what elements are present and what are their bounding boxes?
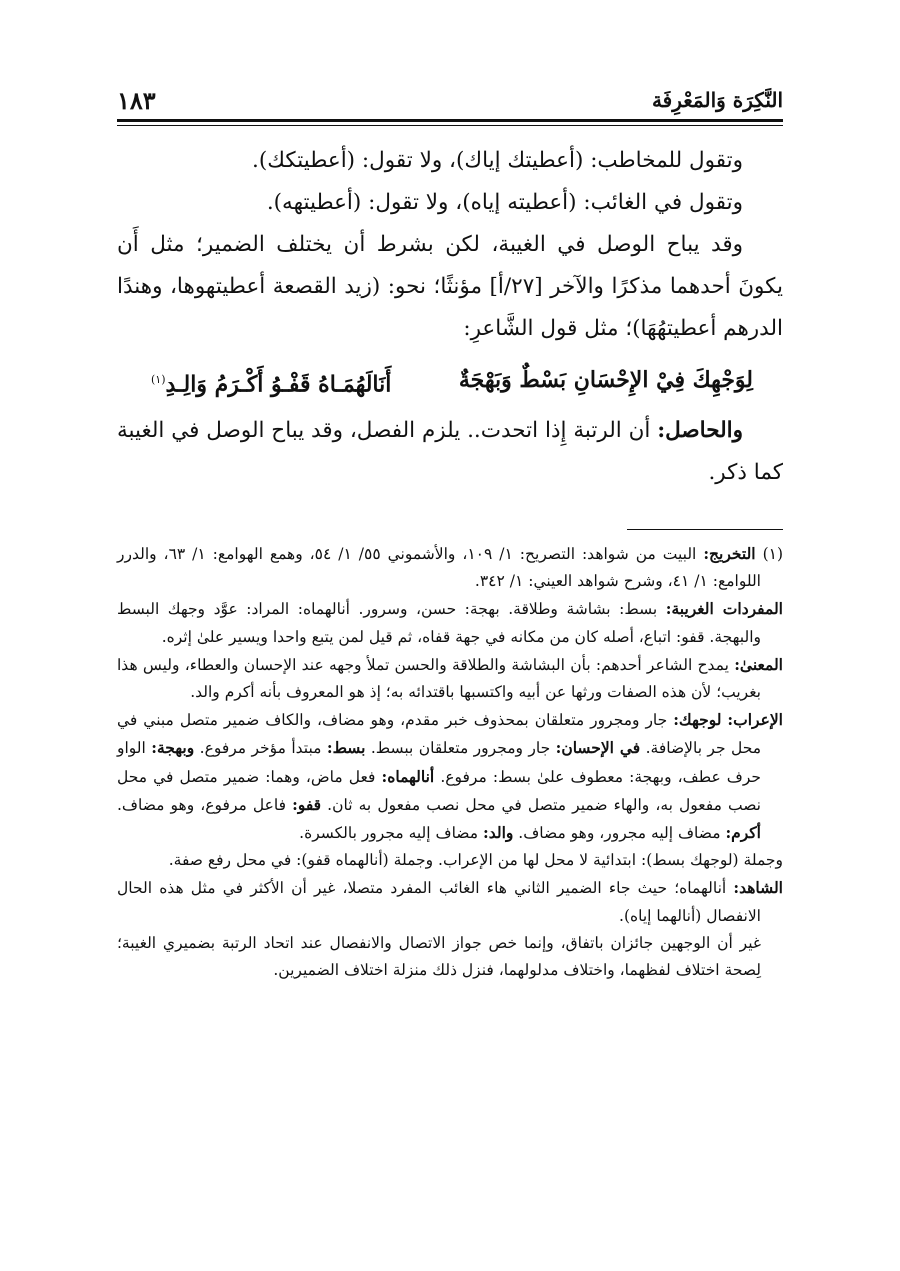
footnotes xyxy=(117,540,783,984)
irab-explanation: الواو حرف عطف، وبهجة: معطوف علىٰ بسط: مرفوع. xyxy=(117,739,761,786)
shahid-label: الشاهد: xyxy=(733,878,783,898)
irab-term: لوجهك: xyxy=(673,710,722,730)
irab-term: في الإحسان: xyxy=(555,738,641,758)
paragraph-summary xyxy=(117,410,783,494)
verse-second-hemistich xyxy=(151,354,391,410)
poetry-verse xyxy=(117,354,783,410)
page-number: ١٨٣ xyxy=(117,86,156,115)
summary-text: أن الرتبة إِذا اتحدت.. يلزم الفصل، وقد يباح الوصل في الغيبة كما ذكر. xyxy=(117,418,783,486)
footnote-jumla: وجملة (لوجهك بسط): ابتدائية لا محل لها من الإعراب. وجملة (أنالهماه قفو): في محل رفع صفة. xyxy=(168,851,783,870)
paragraph-addressee: وتقول للمخاطب: (أعطيتك إياك)، ولا تقول: (أعطيتكك). xyxy=(252,148,743,173)
irab-term: وبهجة: xyxy=(151,738,195,758)
footnote-mufradat xyxy=(117,595,783,650)
irab-term: أنالهماه: xyxy=(381,766,435,786)
irab-term: أكرم: xyxy=(725,823,761,843)
irab-term: والد: xyxy=(482,823,514,843)
verse-first-hemistich: لِوَجْهِكَ فِيْ الإِحْسَانِ بَسْطٌ وَبَهْجَةٌ xyxy=(458,367,753,393)
irab-explanation: فاعل مرفوع، وهو مضاف. xyxy=(117,795,293,814)
shahid-text: أنالهماه؛ حيث جاء الضمير الثاني هاء الغائب المفرد متصلا، غير أن الأكثر في مثل هذه الحال الانفصال (أنالهما إياه). xyxy=(117,879,761,925)
main-text xyxy=(117,140,783,494)
irab-explanation: مضاف إليه مجرور بالكسرة. xyxy=(299,824,483,843)
mufradat-text: بسط: بشاشة وطلاقة. بهجة: حسن، وسرور. أنالهماه: المراد: عوَّد وجهك البسط والبهجة. قفو: اتباع، أصله كان من مكانه في جهة قفاه، ثم قيل لمن يتبع واحدا ويسير علىٰ إثره. xyxy=(117,600,761,646)
mufradat-label: المفردات الغريبة: xyxy=(665,599,783,619)
irab-explanation: مضاف إليه مجرور، وهو مضاف. xyxy=(513,824,726,843)
footnote-number: (١) xyxy=(762,545,784,563)
summary-label: والحاصل: xyxy=(657,418,743,444)
footnote-shahid xyxy=(117,874,783,929)
irab-explanation: جار ومجرور متعلقان بمحذوف خبر مقدم، وهو مضاف، والكاف ضمير متصل مبني في محل جر بالإضافة. xyxy=(117,711,762,758)
irab-term: بسط: xyxy=(326,738,366,758)
page-header xyxy=(117,84,783,120)
irab-term: قفو: xyxy=(292,794,322,814)
mana-label: المعنىٰ: xyxy=(734,654,783,674)
paragraph-absent: وتقول في الغائب: (أعطيته إياه)، ولا تقول: (أعطيتهه). xyxy=(266,190,743,215)
footnote-separator xyxy=(627,529,783,530)
footnote-marker[interactable]: (١) xyxy=(151,373,166,386)
header-rule-thin xyxy=(117,125,783,126)
header-rule-thick xyxy=(117,119,783,122)
footnote-takhrij xyxy=(117,540,783,595)
irab-explanation: جار ومجرور متعلقان ببسط. xyxy=(365,739,556,758)
mana-text: يمدح الشاعر أحدهم: بأن البشاشة والطلاقة والحسن تملأ وجهه عند الإحسان والعطاء، وليس هذا بغريب؛ لأن هذه الصفات ورثها عن أبيه واكتسبها باقتدائه به؛ إذ هو المعروف بأنه أكرم والد. xyxy=(117,655,761,702)
irab-explanation: فعل ماض، وهما: ضمير متصل في محل نصب مفعول به، والهاء ضمير متصل في محل نصب مفعول به ثان. xyxy=(117,767,761,814)
paragraph-connection: وقد يباح الوصل في الغيبة، لكن بشرط أن يختلف الضمير؛ مثل أَن يكونَ أحدهما مذكرًا والآخر [٢٧/أ] مؤنثًا؛ نحو: (زيد القصعة أعطيتهوها، وهندًا الدرهم أعطيتهُهَا)؛ مثل قول الشَّاعرِ: xyxy=(117,232,783,341)
running-title: النَّكِرَة وَالمَعْرِفَة xyxy=(651,88,783,112)
takhrij-text: البيت من شواهد: التصريح: ١/ ١٠٩، والأشموني ٥٥/ ١/ ٥٤، وهمع الهوامع: ١/ ٦٣، والدرر اللوامع: ١/ ٤١، وشرح شواهد العيني: ١/ ٣٤٢. xyxy=(117,545,761,591)
takhrij-label: التخريج: xyxy=(703,544,756,563)
footnote-mana xyxy=(117,651,783,706)
footnote-irab xyxy=(117,706,783,847)
irab-label: الإعراب: xyxy=(727,710,783,730)
footnote-closing: غير أن الوجهين جائزان باتفاق، وإنما خص جواز الاتصال والانفصال عند اتحاد الرتبة بضميري الغيبة؛ لِصحة اختلاف لفظهما، واختلاف مدلولهما، فنزل ذلك منزلة اختلاف الضميرين. xyxy=(117,933,761,980)
irab-explanation: مبتدأ مؤخر مرفوع. xyxy=(194,739,327,758)
verse-second-hemistich-text: أَنَالَهُمَـاهُ قَفْـوُ أَكْـرَمُ وَالِـدِ xyxy=(165,371,392,398)
